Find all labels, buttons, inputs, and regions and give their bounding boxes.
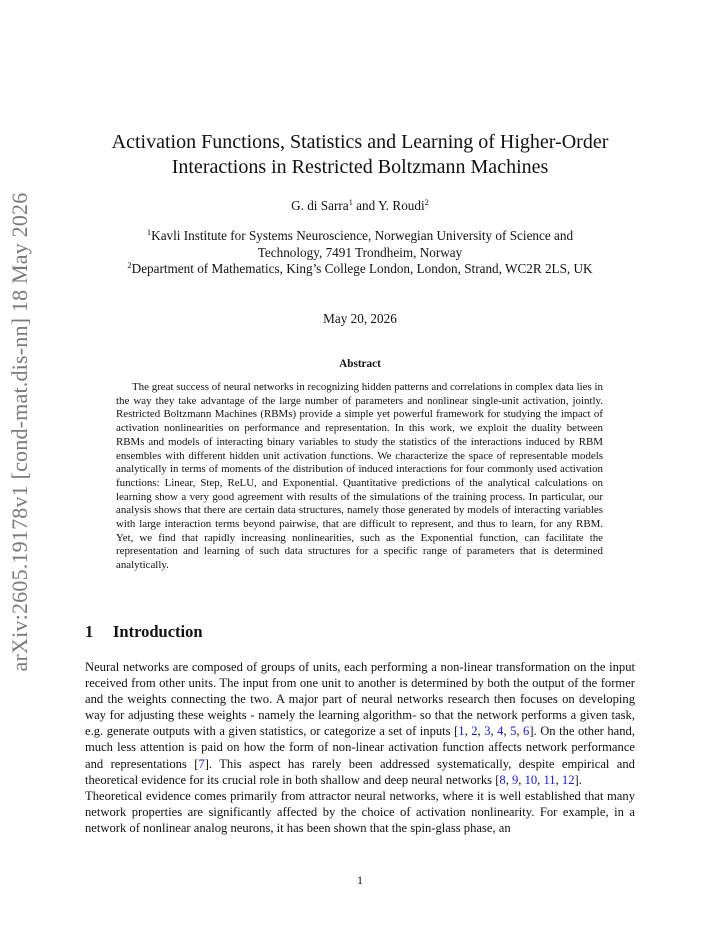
affiliation-1-cont: Technology, 7491 Trondheim, Norway [257, 244, 463, 260]
paper-title [60, 130, 660, 180]
author-name: Y. Roudi [377, 198, 425, 213]
citation-link[interactable]: 8 [499, 772, 506, 787]
text-run: ]. This aspect has rarely been addressed systematically, despite empirical and theoretical evidence for its crucial role in both shallow and deep neural networks [ [85, 756, 635, 787]
paper-date: May 20, 2026 [323, 311, 397, 326]
affiliation-marker: 2 [127, 260, 132, 270]
author-name: G. di Sarra [291, 198, 349, 213]
abstract-text: The great success of neural networks in recognizing hidden patterns and correlations in complex data lies in the way they take advantage of the large number of parameters and nonlinear single-unit activation, jointly. Restricted Boltzmann Machines (RBMs) provide a simple yet powerful framework for studying the impact of activation nonlinearities on performance and representation. In this work, we exploit the duality between RBMs and models of interacting binary variables to study the statistics of the interactions induced by RBM ensembles with different hidden unit activation functions. We characterize the space of representable models analytically in terms of moments of the distribution of induced interactions for four commonly used activation functions: Linear, Step, ReLU, and Exponential. Quantitative predictions of the analytical calculations on learning show a very good agreement with results of the simulations of the training process. In particular, our analysis shows that there are certain data structures, namely those generated by models of interacting variables with large interaction terms beyond pairwise, that are difficult to represent, and thus to learn, for any RBM. Yet, we find that rapidly increasing nonlinearities, such as the Exponential function, can facilitate the representation and learning of such data structures for a specific range of parameters that is determined analytically. [116, 381, 603, 572]
author-separator: and [352, 198, 378, 213]
affiliation-text: Department of Mathematics, King’s College London, London, Strand, WC2R 2LS, UK [131, 261, 593, 276]
affiliations [80, 228, 640, 278]
citation-link[interactable]: 4 [497, 724, 504, 739]
citation-link[interactable]: 6 [523, 724, 530, 739]
citation-link[interactable]: 7 [198, 756, 205, 771]
author-list [60, 198, 660, 214]
affiliation-text: Kavli Institute for Systems Neuroscience, Norwegian University of Science and [151, 228, 574, 243]
title-line-1: Activation Functions, Statistics and Learning of Higher-Order [111, 131, 609, 153]
text-run: Neural networks are composed of groups of units, each performing a non-linear transformation on the input received from other units. The input from one unit to another is determined by both the output of the former and the weights connecting the two. A major part of neural networks research then focuses on developing way for adjusting these weights - namely the learning algorithm- so that the network performs a given task, e.g. generate outputs with a given statistics, or categorize a set of inputs [ [85, 660, 635, 739]
title-line-2: Interactions in Restricted Boltzmann Machines [171, 156, 549, 178]
citation-link[interactable]: 12 [561, 772, 575, 787]
page-number: 1 [357, 873, 363, 887]
affiliation-2 [80, 261, 640, 278]
arxiv-identifier[interactable]: arXiv:2605.19178v1 [cond-mat.dis-nn] 18 May 2026 [7, 192, 32, 672]
citation-link[interactable]: 10 [524, 772, 538, 787]
text-run: ]. On the other hand, much less attention is paid on how the form of non-linear activation function affects network performance and representations [ [85, 724, 635, 771]
affiliation-marker: 2 [424, 197, 429, 207]
paragraph: Theoretical evidence comes primarily from attractor neural networks, where it is well established that many network properties are significantly affected by the choice of activation nonlinearity. For example, in a network of nonlinear analog neurons, it has been shown that the spin-glass phase, an [85, 788, 635, 835]
citation-link[interactable]: 11 [543, 772, 556, 787]
section-title: Introduction [113, 622, 203, 641]
affiliation-marker: 1 [348, 197, 353, 207]
citation-link[interactable]: 1 [458, 724, 465, 739]
affiliation-1 [80, 228, 640, 245]
citation-link[interactable]: 2 [471, 724, 478, 739]
affiliation-marker: 1 [146, 227, 152, 237]
text-run: ]. [574, 772, 582, 787]
citation-link[interactable]: 9 [511, 772, 519, 787]
section-number: 1 [85, 622, 94, 641]
paragraph: Neural networks are composed of groups of units, each performing a non-linear transformation on the input received from other units. The input from one unit to another is determined by both the output of the former and the weights connecting the two. A major part of neural networks research then focuses on developing way for adjusting these weights - namely the learning algorithm- so that the network performs a given task, e.g. generate outputs with a given statistics, or categorize a set of inputs [1, 2, 3, 4, 5, 6]. On the other hand, much less attention is paid on how the form of non-linear activation function affects network performance and representations [7]. This aspect has rarely been addressed systematically, despite empirical and theoretical evidence for its crucial role in both shallow and deep neural networks [8, 9, 10, 11, 12]. [85, 660, 635, 787]
introduction-body [85, 659, 635, 836]
abstract-heading: Abstract [339, 358, 381, 370]
citation-link[interactable]: 3 [484, 724, 491, 739]
citation-link[interactable]: 5 [510, 724, 517, 739]
section-heading [85, 622, 203, 642]
